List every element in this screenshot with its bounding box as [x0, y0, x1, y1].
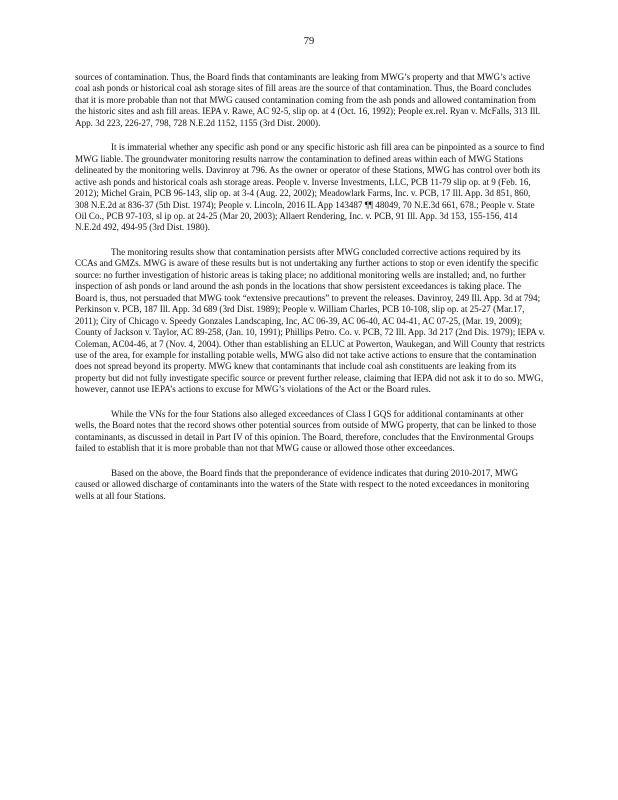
paragraph-immaterial-source: It is immaterial whether any specific ash pond or any specific historic ash fill area can be pinpointed as a source to find MWG liable. The groundwater monitoring results narrow the contamination to defined areas within each of MWG Stations delineated by the monitoring wells. Davinroy at 796. As the owner or operator of these Stations, MWG has control over both its active ash ponds and historical coals ash storage areas. People v. Inverse Investments, LLC, PCB 11-79 slip op. at 9 (Feb. 16, 2012); Michel Grain, PCB 96-143, slip op. at 3-4 (Aug. 22, 2002); Meadowlark Farms, Inc. v. PCB, 17 Ill. App. 3d 851, 860, 308 N.E.2d at 836-37 (5th Dist. 1974); People v. Lincoln, 2016 IL App 143487 ¶¶ 48049, 70 N.E.3d 661, 678.; People v. State Oil Co., PCB 97-103, sl ip op. at 24-25 (Mar 20, 2003); Allaert Rendering, Inc. v. PCB, 91 Ill. App. 3d 153, 155-156, 414 N.E.2d 492, 494-95 (3rd Dist. 1980).	[75, 142, 545, 233]
paragraph-conclusion: Based on the above, the Board finds that the preponderance of evidence indicates that during 2010-2017, MWG caused or allowed discharge of contaminants into the waters of the State with respect to the noted exceedances in monitoring wells at all four Stations.	[75, 467, 530, 501]
paragraph-source-finding: sources of contamination. Thus, the Board finds that contaminants are leaking from MWG’s property and that MWG’s active coal ash ponds or historical coal ash storage sites of fill areas are the source of that contamination. Thus, the Board concludes that it is more probable than not that MWG caused contamination coming from the ash ponds and allowed contamination from the historic sites and ash fill areas. IEPA v. Rawe, AC 92-5, slip op. at 4 (Oct. 16, 1992); People ex.rel. Ryan v. McFalls, 313 Ill. App. 3d 223, 226-27, 798, 728 N.E.2d 1152, 1155 (3rd Dist. 2000).	[75, 72, 541, 128]
page-number: 79	[303, 36, 315, 47]
paragraph-monitoring-results: The monitoring results show that contamination persists after MWG concluded corrective actions required by its CCAs and GMZs. MWG is aware of these results but is not undertaking any further actions to stop or even identify the specific source: no further investigation of historic areas is taking place; no additional monitoring wells are installed; and, no further inspection of ash ponds or land around the ash ponds in the locations that show persistent exceedances is taking place. The Board is, thus, not persuaded that MWG took “extensive precautions” to prevent the releases. Davinroy, 249 Ill. App. 3d at 794; Perkinson v. PCB, 187 Ill. App. 3d 689 (3rd Dist. 1989); People v. William Charles, PCB 10-108, slip op. at 25-27 (Mar.17, 2011); City of Chicago v. Speedy Gonzales Landscaping, Inc, AC 06-39, AC 06-40, AC 04-41, AC 07-25, (Mar. 19, 2009); County of Jackson v. Taylor, AC 89-258, (Jan. 10, 1991); Phillips Petro. Co. v. PCB, 72 Ill. App. 3d 217 (2nd Dis. 1979); IEPA v. Coleman, AC04-46, at 7 (Nov. 4, 2004). Other than establishing an ELUC at Powerton, Waukegan, and Will County that restricts use of the area, for example for installing potable wells, MWG also did not take active actions to ensure that the contamination does not spread beyond its property. MWG knew that contaminants that include coal ash constituents are leaking from its property but did not fully investigate specific source or prevent further release, claiming that IEPA did not ask it to do so. MWG, however, cannot use IEPA’s actions to excuse for MWG’s violations of the Act or the Board rules.	[75, 246, 545, 395]
paragraph-other-exceedances: While the VNs for the four Stations also alleged exceedances of Class I GQS for additional contaminants at other wells, the Board notes that the record shows other potential sources from outside of MWG property, that can be linked to those contaminants, as discussed in detail in Part IV of this opinion. The Board, therefore, concludes that the Environmental Groups failed to establish that it is more probable than not that MWG cause or allowed those other exceedances.	[75, 408, 537, 454]
page-body	[75, 72, 545, 515]
